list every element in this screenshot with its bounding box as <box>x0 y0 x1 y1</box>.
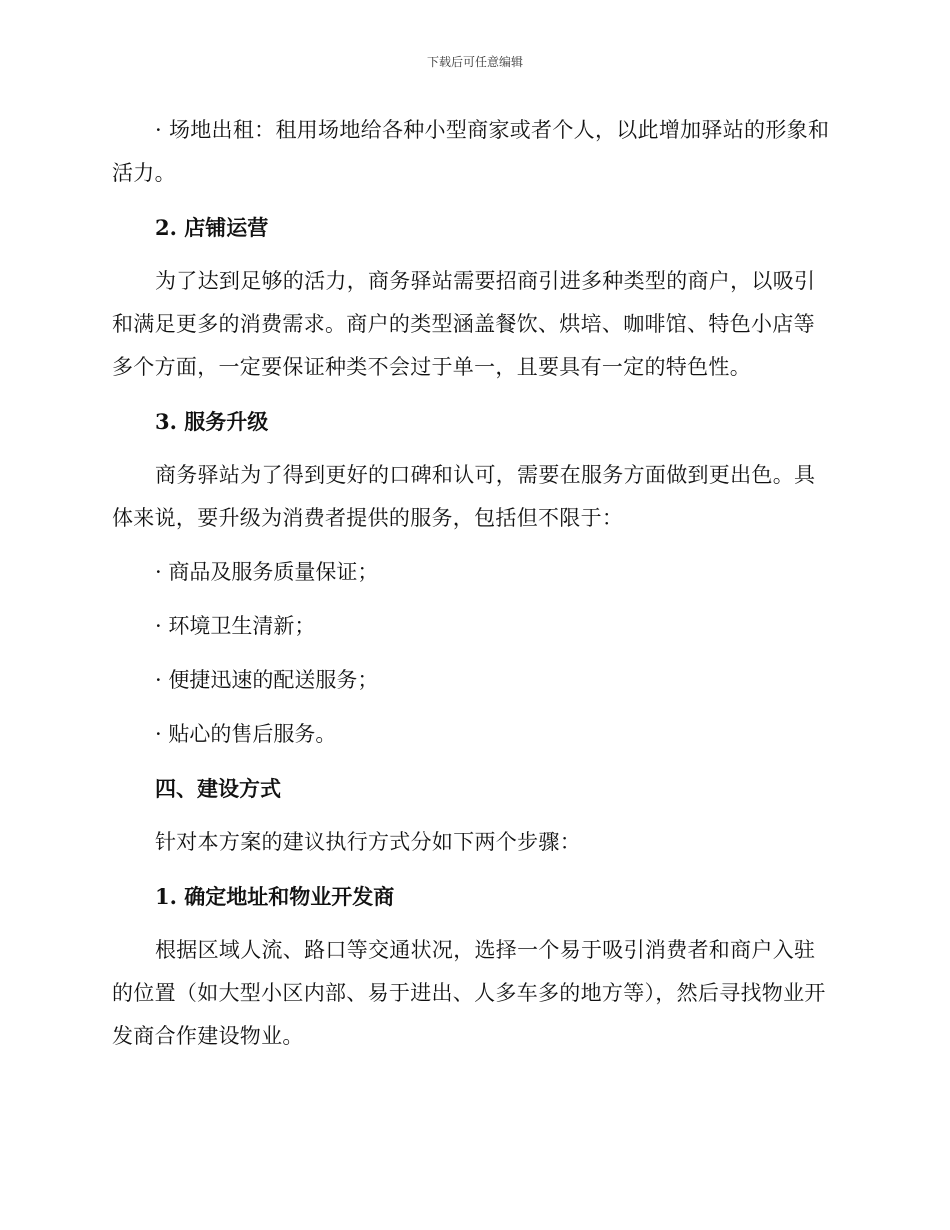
list-item-aftersales: · 贴心的售后服务。 <box>155 722 337 746</box>
paragraph-construction-intro: 针对本方案的建议执行方式分如下两个步骤： <box>155 830 581 854</box>
paragraph-site-developer: 根据区域人流、路口等交通状况，选择一个易于吸引消费者和商户入驻的位置（如大型小区内部、易于进出、人多车多的地方等），然后寻找物业开发商合作建设物业。 <box>112 938 826 1048</box>
list-item-quality: · 商品及服务质量保证； <box>155 560 379 584</box>
list-item-delivery: · 便捷迅速的配送服务； <box>155 668 379 692</box>
heading-construction-method: 四、建设方式 <box>155 776 281 801</box>
page-header: 下载后可任意编辑 <box>426 55 523 69</box>
heading-service-upgrade: 3. 服务升级 <box>155 409 269 434</box>
heading-store-operation: 2. 店铺运营 <box>155 215 269 240</box>
paragraph-store-operation: 为了达到足够的活力，商务驿站需要招商引进多种类型的商户，以吸引和满足更多的消费需求。商户的类型涵盖餐饮、烘培、咖啡馆、特色小店等多个方面，一定要保证种类不会过于单一，且要具有一定的特色性。 <box>112 269 816 379</box>
paragraph-venue-rental: · 场地出租：租用场地给各种小型商家或者个人，以此增加驿站的形象和活力。 <box>112 118 830 185</box>
list-item-hygiene: · 环境卫生清新； <box>155 614 316 638</box>
paragraph-service-upgrade: 商务驿站为了得到更好的口碑和认可，需要在服务方面做到更出色。具体来说，要升级为消费者提供的服务，包括但不限于： <box>112 463 816 530</box>
heading-site-developer: 1. 确定地址和物业开发商 <box>155 884 395 909</box>
document-body <box>112 109 832 1069</box>
